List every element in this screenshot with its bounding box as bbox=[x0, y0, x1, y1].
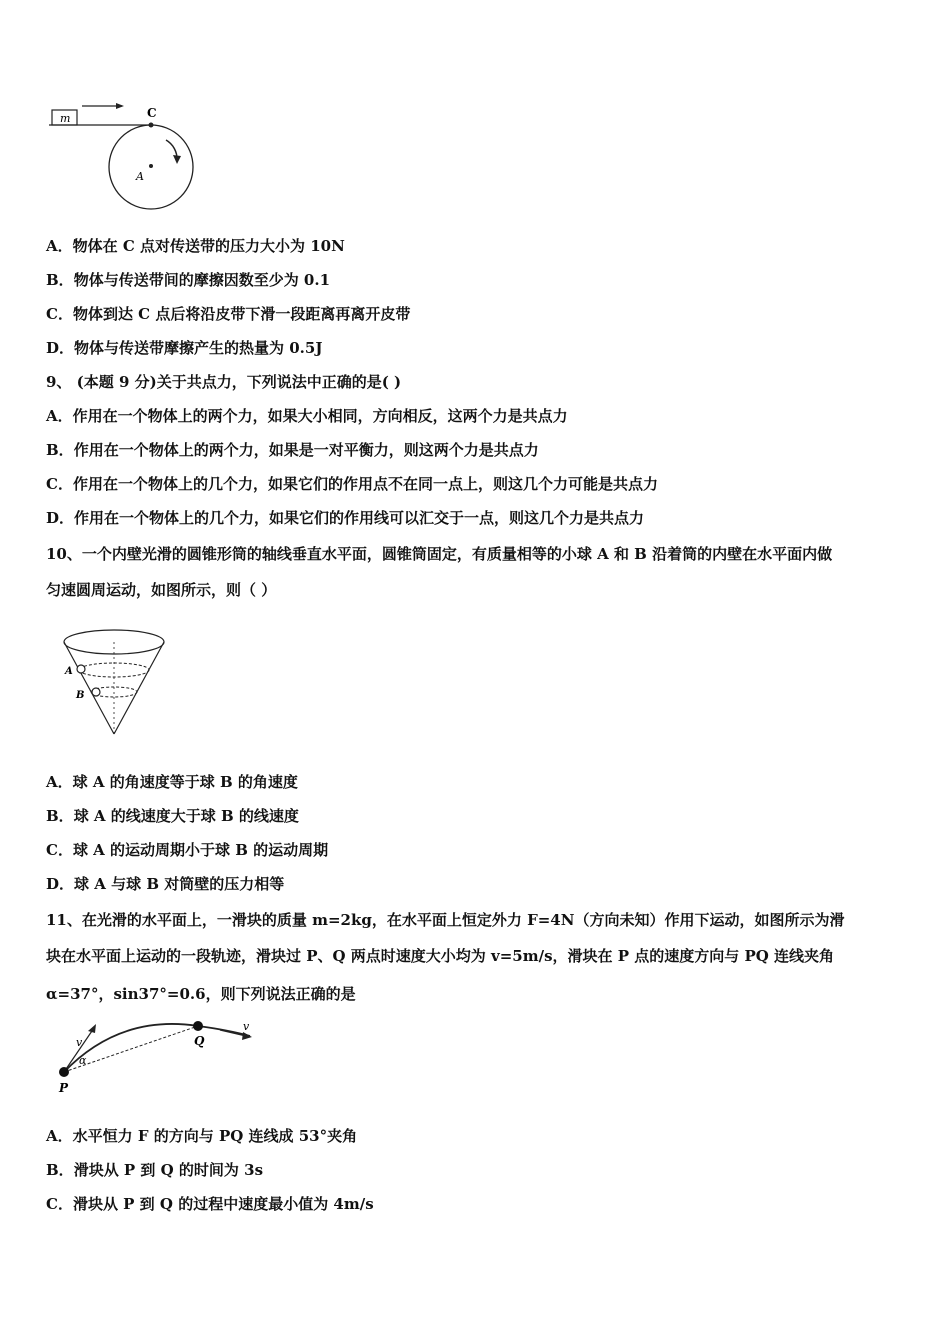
trajectory-diagram bbox=[50, 1014, 270, 1098]
q8-option-d: D．物体与传送带摩擦产生的热量为 0.5J bbox=[46, 339, 323, 357]
point-q bbox=[193, 1021, 203, 1031]
cone-figure bbox=[56, 622, 186, 747]
q11-option-c: C．滑块从 P 到 Q 的过程中速度最小值为 4m/s bbox=[46, 1195, 374, 1213]
alpha-label: α bbox=[79, 1054, 87, 1067]
q11-option-b: B．滑块从 P 到 Q 的时间为 3s bbox=[46, 1161, 264, 1179]
ball-b-label: B bbox=[76, 690, 85, 701]
q11-option-a: A．水平恒力 F 的方向与 PQ 连线成 53°夹角 bbox=[46, 1127, 358, 1145]
point-q-label: Q bbox=[194, 1034, 205, 1048]
velocity-arrowhead bbox=[116, 103, 124, 109]
q9-option-d: D．作用在一个物体上的几个力，如果它们的作用线可以汇交于一点，则这几个力是共点力 bbox=[46, 509, 645, 527]
ball-a bbox=[77, 665, 85, 673]
point-a-label: A bbox=[136, 170, 144, 183]
ball-b bbox=[92, 688, 100, 696]
point-p bbox=[59, 1067, 69, 1077]
q8-option-a: A．物体在 C 点对传送带的压力大小为 10N bbox=[46, 237, 345, 255]
q10-option-b: B．球 A 的线速度大于球 B 的线速度 bbox=[46, 807, 299, 825]
trajectory-figure bbox=[50, 1014, 270, 1098]
cone-left-edge bbox=[64, 642, 114, 734]
cone-diagram bbox=[56, 622, 186, 747]
velocity-q-label: v bbox=[243, 1020, 250, 1033]
point-c-dot bbox=[149, 123, 154, 128]
q11-stem-line1: 11、在光滑的水平面上，一滑块的质量 m=2kg，在水平面上恒定外力 F=4N（方向未知）作用下运动，如图所示为滑 bbox=[46, 911, 845, 929]
q8-option-c: C．物体到达 C 点后将沿皮带下滑一段距离再离开皮带 bbox=[46, 305, 411, 323]
q9-option-a: A．作用在一个物体上的两个力，如果大小相同，方向相反，这两个力是共点力 bbox=[46, 407, 568, 425]
conveyor-figure bbox=[44, 98, 204, 216]
point-p-label: P bbox=[59, 1081, 69, 1095]
q8-option-b: B．物体与传送带间的摩擦因数至少为 0.1 bbox=[46, 271, 331, 289]
q10-stem-line1: 10、一个内壁光滑的圆锥形筒的轴线垂直水平面，圆锥筒固定，有质量相等的小球 A 和 B 沿着筒的内壁在水平面内做 bbox=[46, 545, 833, 563]
block-label: m bbox=[60, 112, 71, 125]
q9-option-c: C．作用在一个物体上的几个力，如果它们的作用点不在同一点上，则这几个力可能是共点力 bbox=[46, 475, 658, 493]
orbit-a bbox=[79, 663, 149, 677]
q11-stem-line2: 块在水平面上运动的一段轨迹，滑块过 P、Q 两点时速度大小均为 v=5m/s，滑块在 P 点的速度方向与 PQ 连线夹角 bbox=[46, 947, 835, 965]
q9-stem: 9、 (本题 9 分)关于共点力，下列说法中正确的是( ) bbox=[46, 373, 402, 391]
q10-stem-line2: 匀速圆周运动，如图所示，则（ ） bbox=[46, 581, 277, 599]
velocity-p-arrowhead bbox=[88, 1024, 96, 1033]
q10-option-a: A．球 A 的角速度等于球 B 的角速度 bbox=[46, 773, 298, 791]
ball-a-label: A bbox=[65, 666, 73, 677]
q11-stem-line3: α=37°，sin37°=0.6，则下列说法正确的是 bbox=[46, 985, 356, 1003]
rotation-arrowhead bbox=[173, 155, 181, 164]
center-dot bbox=[149, 164, 153, 168]
point-c-label: C bbox=[147, 106, 157, 120]
q9-option-b: B．作用在一个物体上的两个力，如果是一对平衡力，则这两个力是共点力 bbox=[46, 441, 539, 459]
q10-option-d: D．球 A 与球 B 对筒壁的压力相等 bbox=[46, 875, 285, 893]
velocity-p-label: v bbox=[76, 1036, 83, 1049]
cone-right-edge bbox=[114, 642, 164, 734]
q10-option-c: C．球 A 的运动周期小于球 B 的运动周期 bbox=[46, 841, 329, 859]
velocity-q-arrowhead bbox=[242, 1032, 252, 1040]
conveyor-diagram bbox=[44, 98, 204, 216]
